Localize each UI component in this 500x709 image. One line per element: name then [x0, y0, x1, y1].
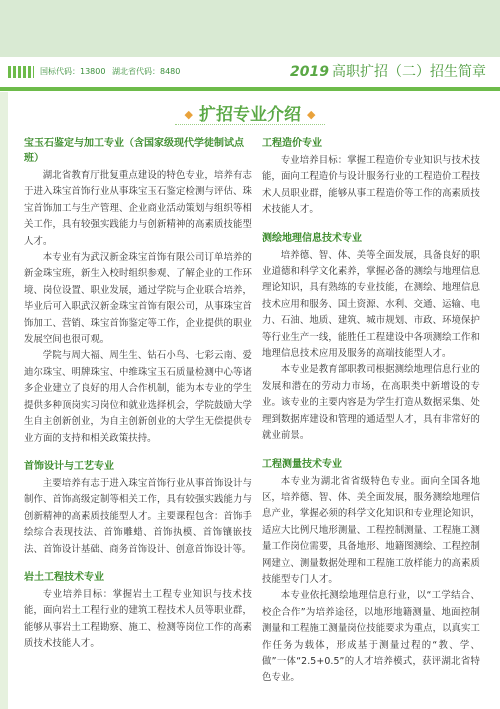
hubei-code: 湖北省代码：8480	[112, 67, 181, 76]
diamond-left-icon: ◆	[184, 108, 193, 121]
section-paragraph: 湖北省教育厅批复重点建设的特色专业，培养有志于进入珠宝首饰行业从事珠宝玉石鉴定检测与评估、珠宝首饰加工与生产管理、企业商业活动策划与组织等相关工作，具有较强实践能力与创新精神的高素质技能型人才。	[24, 170, 252, 247]
section-paragraph: 专业培养目标：掌握岩土工程专业知识与技术技能，面向岩土工程行业的建筑工程技术人员等职业群，能够从事岩土工程勘察、施工、检测等岗位工作的高素质技术技能人才。	[24, 588, 252, 650]
page-title-text: 扩招专业介绍	[199, 105, 301, 125]
page-title	[0, 100, 500, 125]
section-title: 工程测量技术专业	[262, 458, 342, 470]
section-paragraph: 培养德、智、体、美等全面发展，具备良好的职业道德和科学文化素养，掌握必备的测绘与地理信息理论知识，具有熟练的专业技能，在测绘、地理信息技术应用和服务、国土资源、水利、交通、运输、电力、石油、地质、建筑、城市规划、市政、环境保护等行业生产一线，能胜任工程建设中各项测绘工作和地理信息技术应用及服务的高端技能型人才。	[262, 249, 480, 360]
right-column	[262, 136, 480, 687]
section-paragraph: 学院与周大福、周生生、钻石小鸟、七彩云南、爱迪尔珠宝、明牌珠宝、中维珠宝玉石质量检测中心等诸多企业建立了良好的用人合作机制，能为本专业的学生提供多种顶岗实习岗位和就业选择机会，学院鼓励大学生自主创新创业，为自主创新创业的大学生无偿提供专业方面的支持和相关政策扶持。	[24, 350, 252, 444]
section-paragraph: 本专业是教育部职教司根据测绘地理信息行业的发展和潜在的劳动力市场，在高职类中新增设的专业。该专业的主要内容是为学生打造从数据采集、处理到数据库建设和管理的通适型人才，具有非常好的就业前景。	[262, 364, 480, 442]
section-title: 测绘地理信息技术专业	[262, 232, 362, 244]
section-paragraph: 主要培养有志于进入珠宝首饰行业从事首饰设计与制作、首饰高级定制等相关工作，具有较强实践能力与创新精神的高素质技能型人才。主要课程包含：首饰手绘综合表现技法、首饰雕蜡、首饰执模、首饰镶嵌技法、首饰设计基础、商务首饰设计、创意首饰设计等。	[24, 477, 252, 555]
section-paragraph: 本专业依托测绘地理信息行业，以“工学结合、校企合作”为培养途径，以地形地籍测量、地面控制测量和工程施工测量岗位技能要求为重点，以真实工作任务为载体，形成基于测量过程的“教、学、做”一体“2.5+0.5”的人才培养模式，获评湖北省特色专业。	[262, 590, 480, 684]
diamond-right-icon: ◆	[307, 108, 316, 121]
section-paragraph: 专业培养目标：掌握工程造价专业知识与技术技能，面向工程造价与设计服务行业的工程造价工程技术人员职业群，能够从事工程造价等工作的高素质技术技能人才。	[262, 155, 480, 216]
section-title: 工程造价专业	[262, 138, 322, 149]
national-code: 国标代码：13800	[40, 67, 106, 76]
section-title: 宝玉石鉴定与加工专业（含国家级现代学徒制试点班）	[24, 138, 244, 164]
brochure-title	[290, 61, 486, 81]
section-title: 首饰设计与工艺专业	[24, 460, 114, 472]
section-paragraph: 本专业为湖北省省级特色专业。面向全国各地区，培养德、智、体、美全面发展，服务测绘地理信息产业，掌握必须的科学文化知识和专业理论知识，适应大比例尺地形测量、工程控制测量、工程施工测量工作岗位需要，具备地形、地籍图测绘、工程控制网建立、测量数据处理和工程施工放样能力的高素质技能型专门人才。	[262, 475, 480, 585]
side-strip	[0, 92, 8, 709]
top-banner	[0, 0, 500, 57]
brochure-year: 2019	[290, 64, 329, 80]
header-stripes	[8, 66, 34, 78]
left-column	[24, 136, 252, 653]
title-divider	[175, 124, 325, 125]
brochure-name: 高职扩招（二）招生简章	[332, 64, 486, 80]
section-title: 岩土工程技术专业	[24, 571, 104, 583]
section-paragraph: 本专业有为武汉新金珠宝首饰有限公司订单培养的新金珠宝班，新生入校时组织参观、了解企业的工作环境、岗位设置、职业发展，通过学院与企业联合培养，毕业后可入职武汉新金珠宝首饰有限公司，从事珠宝首饰加工、营销、珠宝首饰鉴定等工作，企业提供的职业发展空间也很可观。	[24, 252, 252, 346]
